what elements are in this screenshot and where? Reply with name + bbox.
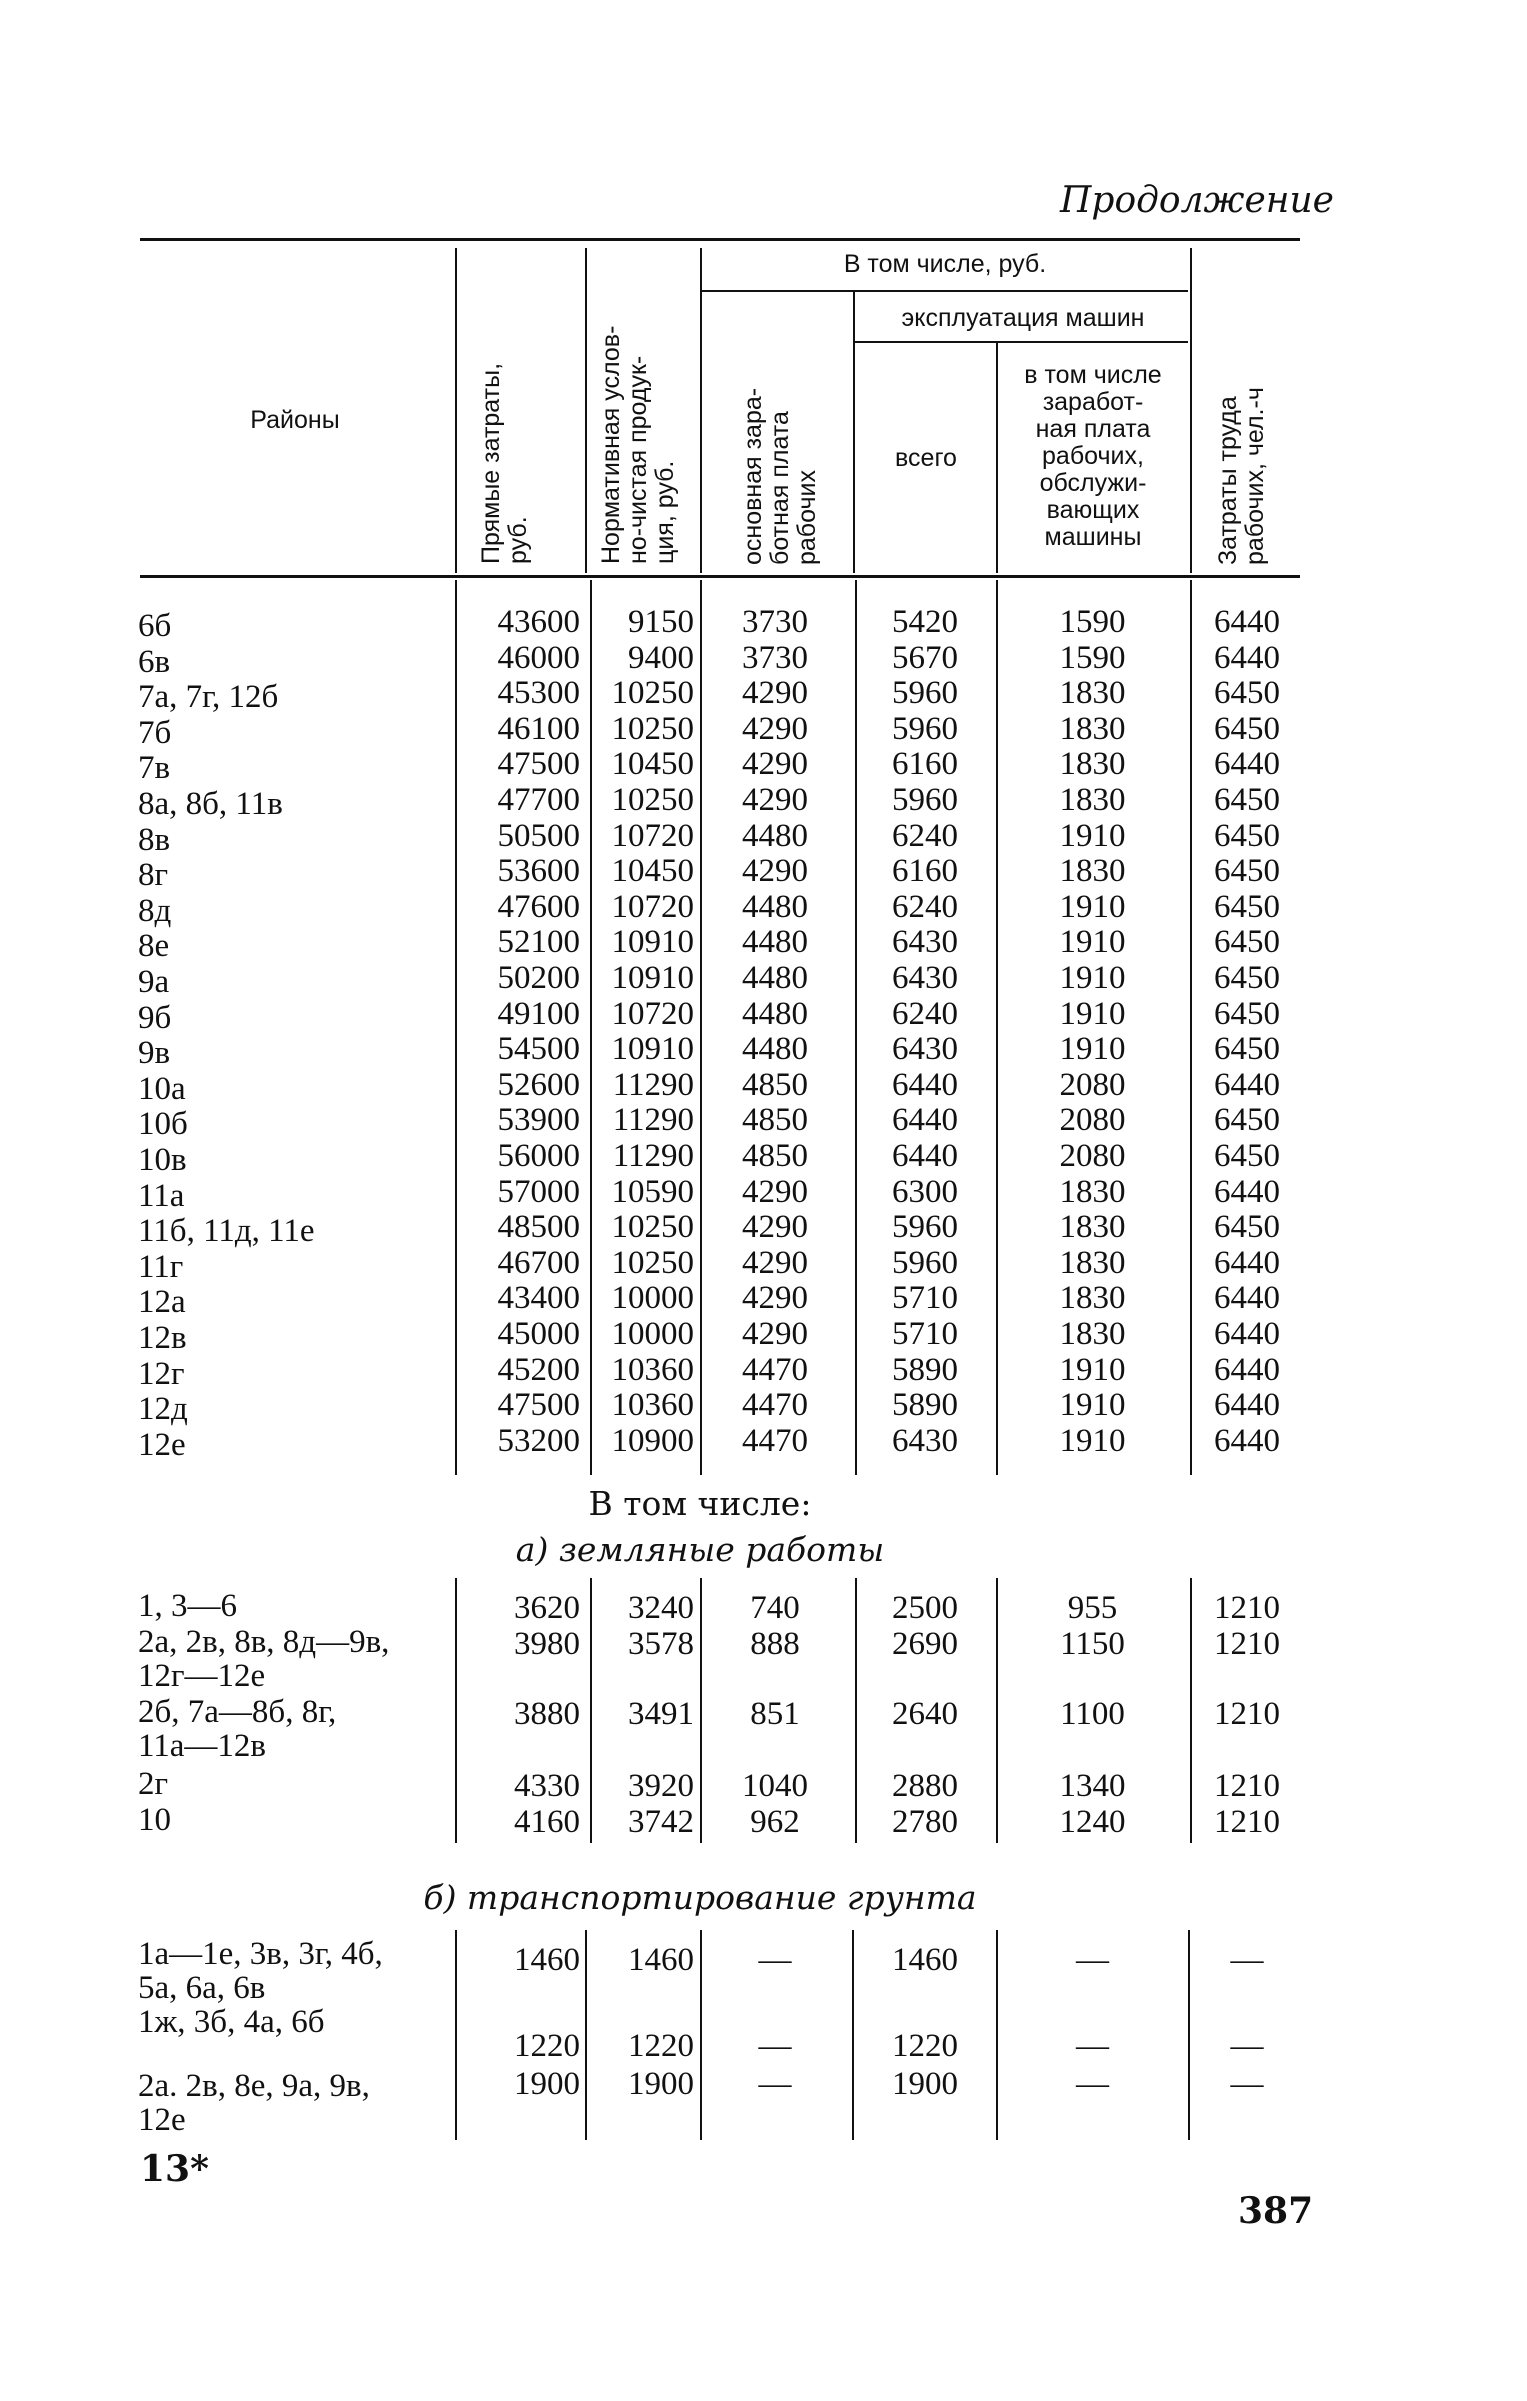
cell-norm: 10000 [611,1280,694,1316]
header-divider [700,248,702,573]
cell-norm: 1460 [628,1942,694,1978]
cell-labor: 6440 [1214,1067,1280,1103]
cell-mwage: 1590 [1059,604,1126,640]
cell-wage: — [758,2066,792,2102]
cell-total: 5670 [892,640,958,676]
cell-mwage: 1910 [1059,1352,1126,1388]
cell-wage: 851 [750,1696,800,1732]
cell-direct: 48500 [497,1209,580,1245]
cell-labor: 6450 [1214,996,1280,1032]
cell-mwage: 1150 [1060,1626,1125,1662]
cell-norm: 11290 [612,1138,694,1174]
column-rule [455,1930,457,2140]
cell-direct: 46100 [497,711,580,747]
header-districts: Районы [250,406,340,434]
cell-direct: 47700 [497,782,580,818]
column-rule [996,1930,998,2140]
cell-labor: — [1230,1942,1264,1978]
cell-direct: 4160 [514,1804,580,1840]
header-including: В том числе, руб. [843,250,1047,278]
cell-norm: 10590 [611,1174,694,1210]
cell-wage: 4290 [742,782,808,818]
column-rule [852,1930,854,2140]
cell-direct: 1220 [514,2028,580,2064]
cell-labor: 6450 [1214,853,1280,889]
cell-wage: 1040 [742,1768,808,1804]
cell-mwage: 2080 [1059,1138,1126,1174]
cell-wage: 4480 [742,1031,808,1067]
cell-wage: 4290 [742,711,808,747]
cell-mwage: 1830 [1059,853,1126,889]
cell-mwage: 1830 [1059,746,1126,782]
cell-mwage: 1100 [1060,1696,1125,1732]
cell-mwage: 1830 [1059,1209,1126,1245]
cell-total: 5890 [892,1352,958,1388]
cell-labor: 1210 [1214,1696,1280,1732]
cell-direct: 1900 [514,2066,580,2102]
cell-direct: 45300 [497,675,580,711]
cell-labor: — [1230,2066,1264,2102]
district-name: 11а—12в [138,1728,267,1764]
column-rule [1190,580,1192,1475]
cell-norm: 3742 [628,1804,694,1840]
cell-mwage: — [1076,2028,1109,2064]
cell-labor: 6450 [1214,1102,1280,1138]
cell-norm: 10720 [611,818,694,854]
cell-total: 1900 [892,2066,958,2102]
district-name: 12г [138,1356,185,1392]
cell-mwage: 1910 [1059,996,1126,1032]
cell-wage: 4290 [742,1280,808,1316]
cell-total: 6430 [892,1423,958,1459]
cell-norm: 10910 [611,924,694,960]
cell-total: 6240 [892,996,958,1032]
cell-wage: 4850 [742,1102,808,1138]
district-name: 9в [138,1035,171,1071]
header-normative: Нормативная услов- но-чистая продук- ция, руб. [597,325,679,564]
cell-mwage: 1240 [1059,1804,1126,1840]
column-rule [996,580,998,1475]
cell-norm: 10360 [611,1352,694,1388]
cell-total: 5710 [892,1316,958,1352]
cell-wage: — [758,1942,792,1978]
header-total: всего [895,444,957,472]
cell-total: 5960 [892,782,958,818]
cell-mwage: 1910 [1059,818,1126,854]
cell-direct: 47600 [497,889,580,925]
district-name: 8г [138,857,169,893]
cell-labor: 6440 [1214,746,1280,782]
district-name: 10а [138,1071,186,1107]
cell-mwage: 1910 [1059,1031,1126,1067]
column-rule [590,580,592,1475]
cell-norm: 10360 [611,1387,694,1423]
cell-direct: 52100 [497,924,580,960]
header-divider [585,248,587,573]
cell-total: 6160 [892,746,958,782]
cell-mwage: 1910 [1059,889,1126,925]
cell-total: 2640 [892,1696,958,1732]
header-divider [455,248,457,573]
cell-direct: 4330 [514,1768,580,1804]
district-name: 2а, 2в, 8в, 8д—9в, [138,1624,390,1660]
district-name: 5а, 6а, 6в [138,1970,266,2006]
header-labor: Затраты труда рабочих, чел.-ч [1214,387,1269,565]
cell-mwage: — [1076,1942,1109,1978]
column-rule [1190,1578,1192,1843]
cell-labor: 6450 [1214,1031,1280,1067]
cell-labor: 6450 [1214,782,1280,818]
cell-direct: 43600 [497,604,580,640]
cell-direct: 45200 [497,1352,580,1388]
cell-direct: 47500 [497,746,580,782]
page-number: 387 [1238,2190,1314,2232]
cell-labor: 6450 [1214,818,1280,854]
district-name: 12в [138,1320,187,1356]
column-rule [855,1578,857,1843]
section-a-title: а) земляные работы [515,1530,885,1569]
column-rule [1188,1930,1190,2140]
cell-total: 5960 [892,1209,958,1245]
district-name: 12а [138,1284,186,1320]
cell-total: 6430 [892,924,958,960]
district-name: 12г—12е [138,1658,266,1694]
cell-wage: 4290 [742,853,808,889]
cell-direct: 49100 [497,996,580,1032]
cell-direct: 3880 [514,1696,580,1732]
district-name: 9а [138,964,170,1000]
cell-norm: 10450 [611,853,694,889]
cell-wage: 4290 [742,1209,808,1245]
header-divider [1190,248,1192,573]
cell-norm: 10250 [611,711,694,747]
cell-wage: 3730 [742,604,808,640]
cell-mwage: 955 [1067,1590,1118,1626]
district-name: 7б [138,715,172,751]
cell-direct: 46000 [497,640,580,676]
district-name: 12д [138,1391,188,1427]
cell-labor: 6440 [1214,1174,1280,1210]
cell-mwage: 1910 [1059,1387,1126,1423]
header-including-rule [700,290,1188,292]
cell-total: 2690 [892,1626,958,1662]
cell-mwage: 1830 [1059,1280,1126,1316]
cell-labor: 6440 [1214,1352,1280,1388]
cell-total: 1460 [892,1942,958,1978]
district-name: 9б [138,1000,172,1036]
cell-norm: 11290 [612,1067,694,1103]
cell-labor: 6450 [1214,960,1280,996]
district-name: 8а, 8б, 11в [138,786,283,822]
cell-direct: 3620 [514,1590,580,1626]
header-machine-rule [853,341,1188,343]
cell-labor: 6440 [1214,1316,1280,1352]
cell-labor: 6450 [1214,889,1280,925]
cell-labor: 6440 [1214,1280,1280,1316]
cell-norm: 10250 [611,675,694,711]
column-rule [855,580,857,1475]
cell-total: 5890 [892,1387,958,1423]
cell-norm: 9150 [628,604,694,640]
column-rule [455,580,457,1475]
district-name: 1ж, 3б, 4а, 6б [138,2004,325,2040]
cell-wage: 3730 [742,640,808,676]
cell-norm: 1900 [628,2066,694,2102]
cell-norm: 10250 [611,1245,694,1281]
column-rule [590,1578,592,1843]
cell-norm: 1220 [628,2028,694,2064]
cell-labor: 6440 [1214,640,1280,676]
including-label: В том числе: [588,1484,812,1523]
cell-labor: 6440 [1214,1387,1280,1423]
header-divider [996,343,998,573]
cell-total: 2880 [892,1768,958,1804]
cell-norm: 10450 [611,746,694,782]
cell-mwage: 1830 [1059,711,1126,747]
cell-direct: 53600 [497,853,580,889]
district-name: 1, 3—6 [138,1588,237,1624]
cell-total: 5420 [892,604,958,640]
cell-mwage: 2080 [1059,1102,1126,1138]
cell-norm: 10900 [611,1423,694,1459]
district-name: 6в [138,644,171,680]
cell-mwage: 1590 [1059,640,1126,676]
cell-wage: 4290 [742,746,808,782]
cell-direct: 50200 [497,960,580,996]
cell-labor: 1210 [1214,1626,1280,1662]
cell-total: 5960 [892,711,958,747]
cell-total: 5960 [892,1245,958,1281]
district-name: 12е [138,2102,186,2138]
district-name: 7в [138,750,171,786]
cell-wage: 4850 [742,1067,808,1103]
district-name: 1а—1е, 3в, 3г, 4б, [138,1936,383,1972]
column-rule [996,1578,998,1843]
cell-wage: 4290 [742,1245,808,1281]
cell-direct: 47500 [497,1387,580,1423]
cell-labor: 6450 [1214,711,1280,747]
cell-mwage: 1830 [1059,1174,1126,1210]
column-rule [585,1930,587,2140]
cell-norm: 3920 [628,1768,694,1804]
cell-norm: 10910 [611,1031,694,1067]
cell-norm: 10250 [611,1209,694,1245]
cell-norm: 10250 [611,782,694,818]
cell-wage: 4290 [742,1316,808,1352]
cell-labor: 6440 [1214,604,1280,640]
cell-direct: 56000 [497,1138,580,1174]
cell-direct: 1460 [514,1942,580,1978]
cell-direct: 43400 [497,1280,580,1316]
cell-norm: 10720 [611,996,694,1032]
header-bottom-rule [140,575,1300,578]
cell-total: 2780 [892,1804,958,1840]
cell-wage: 740 [750,1590,800,1626]
column-rule [700,580,702,1475]
cell-total: 6440 [892,1138,958,1174]
cell-wage: 4480 [742,996,808,1032]
cell-wage: 4480 [742,889,808,925]
cell-wage: 4290 [742,675,808,711]
cell-mwage: 1830 [1059,1245,1126,1281]
district-name: 11а [138,1178,185,1214]
header-divider [853,292,855,573]
cell-total: 6440 [892,1102,958,1138]
cell-wage: 4290 [742,1174,808,1210]
cell-labor: 1210 [1214,1804,1280,1840]
district-name: 8в [138,822,171,858]
cell-labor: 6450 [1214,924,1280,960]
cell-direct: 53200 [497,1423,580,1459]
cell-direct: 46700 [497,1245,580,1281]
cell-norm: 3491 [628,1696,694,1732]
column-rule [455,1578,457,1843]
column-rule [700,1930,702,2140]
cell-direct: 57000 [497,1174,580,1210]
cell-wage: 4470 [742,1423,808,1459]
cell-mwage: 1830 [1059,675,1126,711]
cell-mwage: — [1076,2066,1109,2102]
cell-wage: 4470 [742,1387,808,1423]
district-name: 10б [138,1106,188,1142]
cell-total: 6300 [892,1174,958,1210]
cell-labor: 1210 [1214,1768,1280,1804]
header-direct-costs: Прямые затраты, руб. [477,362,532,564]
continuation-title: Продолжение [1060,180,1334,221]
district-name: 8д [138,893,172,929]
cell-mwage: 1910 [1059,1423,1126,1459]
cell-norm: 3578 [628,1626,694,1662]
cell-mwage: 1830 [1059,1316,1126,1352]
district-name: 11б, 11д, 11е [138,1213,315,1249]
cell-labor: 1210 [1214,1590,1280,1626]
cell-labor: — [1230,2028,1264,2064]
cell-direct: 3980 [514,1626,580,1662]
header-main-wage: основная зара- ботная плата рабочих [739,387,821,565]
cell-direct: 53900 [497,1102,580,1138]
cell-mwage: 1910 [1059,960,1126,996]
cell-norm: 10910 [611,960,694,996]
cell-total: 5960 [892,675,958,711]
cell-wage: 4470 [742,1352,808,1388]
cell-total: 6430 [892,1031,958,1067]
cell-wage: 4480 [742,924,808,960]
cell-total: 5710 [892,1280,958,1316]
district-name: 11г [138,1249,184,1285]
table-top-rule [140,238,1300,241]
district-name: 6б [138,608,172,644]
district-name: 2г [138,1766,169,1802]
district-name: 2б, 7а—8б, 8г, [138,1694,337,1730]
cell-labor: 6450 [1214,675,1280,711]
cell-direct: 54500 [497,1031,580,1067]
cell-total: 6240 [892,889,958,925]
cell-labor: 6450 [1214,1138,1280,1174]
cell-norm: 9400 [628,640,694,676]
cell-wage: 4480 [742,818,808,854]
header-machine-operation: эксплуатация машин [901,304,1145,332]
cell-wage: — [758,2028,792,2064]
cell-norm: 3240 [628,1590,694,1626]
cell-total: 6440 [892,1067,958,1103]
cell-mwage: 1340 [1059,1768,1126,1804]
section-b-title: б) транспортирование грунта [423,1878,977,1917]
cell-labor: 6440 [1214,1423,1280,1459]
cell-total: 2500 [892,1590,958,1626]
cell-labor: 6440 [1214,1245,1280,1281]
district-name: 10 [138,1802,171,1838]
district-name: 10в [138,1142,187,1178]
cell-total: 6430 [892,960,958,996]
cell-direct: 50500 [497,818,580,854]
cell-total: 6240 [892,818,958,854]
cell-wage: 4480 [742,960,808,996]
cell-wage: 962 [750,1804,800,1840]
cell-wage: 888 [750,1626,800,1662]
cell-direct: 52600 [497,1067,580,1103]
signature-mark: 13* [140,2148,209,2190]
cell-mwage: 1910 [1059,924,1126,960]
cell-norm: 11290 [612,1102,694,1138]
district-name: 2а. 2в, 8е, 9а, 9в, [138,2068,370,2104]
cell-direct: 45000 [497,1316,580,1352]
district-name: 12е [138,1427,186,1463]
cell-norm: 10000 [611,1316,694,1352]
district-name: 8е [138,928,170,964]
cell-mwage: 1830 [1059,782,1126,818]
header-incl-wage: в том числе заработ- ная плата рабочих, обслужи- вающих машины [1024,361,1162,551]
cell-total: 1220 [892,2028,958,2064]
cell-norm: 10720 [611,889,694,925]
cell-wage: 4850 [742,1138,808,1174]
cell-total: 6160 [892,853,958,889]
cell-mwage: 2080 [1059,1067,1126,1103]
cell-labor: 6450 [1214,1209,1280,1245]
district-name: 7а, 7г, 12б [138,679,279,715]
column-rule [700,1578,702,1843]
